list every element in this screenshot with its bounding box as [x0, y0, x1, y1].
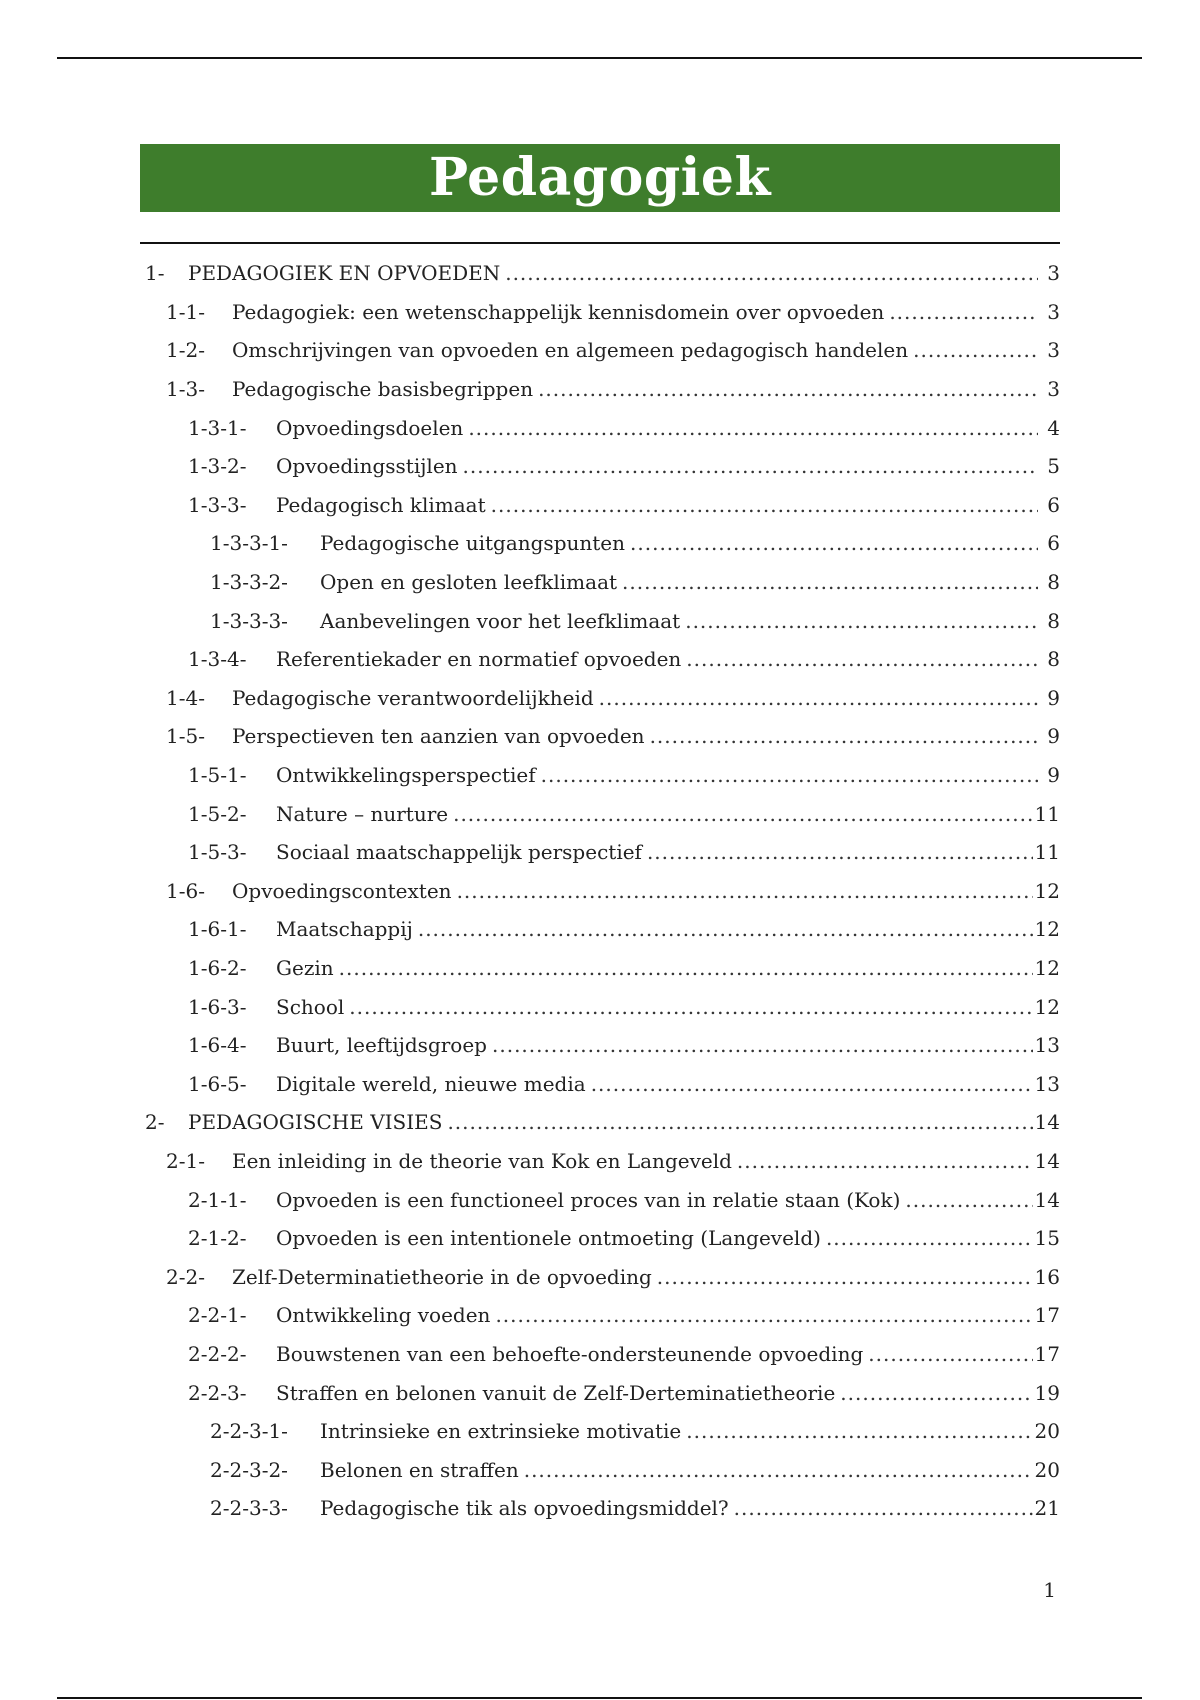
- toc-entry-title: Pedagogische verantwoordelijkheid: [232, 685, 594, 710]
- toc-entry[interactable]: [140, 408, 1060, 447]
- toc-entry[interactable]: [140, 1219, 1060, 1258]
- toc-entry-page: 14: [1034, 1110, 1060, 1135]
- toc-dot-leader: [686, 647, 1038, 671]
- toc-entry[interactable]: [140, 1257, 1060, 1296]
- toc-entry-title: Gezin: [276, 955, 334, 980]
- toc-entry-title: Pedagogische tik als opvoedingsmiddel?: [320, 1496, 729, 1521]
- toc-dot-leader: [889, 300, 1038, 324]
- toc-entry-page: 14: [1034, 1187, 1060, 1212]
- toc-entry-title: PEDAGOGISCHE VISIES: [188, 1110, 443, 1135]
- toc-entry[interactable]: [140, 293, 1060, 332]
- toc-dot-leader: [463, 454, 1038, 478]
- toc-entry-title: Pedagogische uitgangspunten: [320, 531, 626, 556]
- toc-entry-page: 12: [1034, 917, 1060, 942]
- toc-entry-page: 12: [1034, 878, 1060, 903]
- toc-entry[interactable]: [140, 563, 1060, 602]
- toc-entry-page: 6: [1047, 492, 1060, 517]
- toc-dot-leader: [647, 840, 1033, 864]
- toc-dot-leader: [453, 802, 1032, 826]
- toc-entry[interactable]: [140, 1412, 1060, 1451]
- toc-entry-page: 11: [1034, 840, 1060, 865]
- toc-entry-page: 12: [1034, 955, 1060, 980]
- toc-entry-title: Pedagogische basisbegrippen: [232, 377, 534, 402]
- toc-dot-leader: [630, 531, 1038, 555]
- toc-entry-number: 1-3-2-: [188, 454, 247, 479]
- toc-entry[interactable]: [140, 1142, 1060, 1181]
- toc-entry-page: 9: [1047, 763, 1060, 788]
- toc-entry-number: 1-3-: [166, 377, 205, 402]
- toc-entry[interactable]: [140, 756, 1060, 795]
- toc-entry-title: Sociaal maatschappelijk perspectief: [276, 840, 642, 865]
- toc-entry-number: 1-3-4-: [188, 647, 247, 672]
- toc-entry-page: 3: [1047, 261, 1060, 286]
- toc-entry-page: 8: [1047, 647, 1060, 672]
- toc-entry[interactable]: [140, 370, 1060, 409]
- toc-entry-title: Belonen en straffen: [320, 1457, 519, 1482]
- toc-entry-number: 1-4-: [166, 685, 205, 710]
- page-bottom-rule: [57, 1697, 1142, 1699]
- toc-entry[interactable]: [140, 1026, 1060, 1065]
- toc-dot-leader: [622, 570, 1038, 594]
- toc-entry-page: 20: [1034, 1457, 1060, 1482]
- toc-entry-title: PEDAGOGIEK EN OPVOEDEN: [188, 261, 501, 286]
- toc-dot-leader: [599, 686, 1038, 710]
- toc-entry[interactable]: [140, 1296, 1060, 1335]
- toc-entry-page: 9: [1047, 685, 1060, 710]
- toc-entry-number: 1-5-3-: [188, 840, 247, 865]
- toc-dot-leader: [868, 1342, 1032, 1366]
- toc-entry-title: Pedagogisch klimaat: [276, 492, 486, 517]
- table-of-contents: [140, 254, 1060, 1528]
- toc-entry[interactable]: [140, 1450, 1060, 1489]
- toc-dot-leader: [650, 724, 1038, 748]
- toc-dot-leader: [457, 879, 1033, 903]
- page-top-rule: [57, 57, 1142, 59]
- toc-entry-page: 14: [1034, 1148, 1060, 1173]
- toc-entry-title: Ontwikkeling voeden: [276, 1303, 491, 1328]
- toc-entry[interactable]: [140, 1373, 1060, 1412]
- toc-entry-title: Opvoedingsdoelen: [276, 415, 464, 440]
- toc-entry-title: Zelf-Determinatietheorie in de opvoeding: [232, 1264, 652, 1289]
- toc-dot-leader: [447, 1110, 1032, 1134]
- toc-entry[interactable]: [140, 872, 1060, 911]
- toc-entry-page: 6: [1047, 531, 1060, 556]
- toc-entry-page: 3: [1047, 377, 1060, 402]
- toc-entry-title: Opvoeden is een intentionele ontmoeting (Langeveld): [276, 1226, 821, 1251]
- toc-entry-page: 3: [1047, 338, 1060, 363]
- toc-entry-title: Omschrijvingen van opvoeden en algemeen pedagogisch handelen: [232, 338, 909, 363]
- toc-entry-page: 12: [1034, 994, 1060, 1019]
- toc-dot-leader: [685, 609, 1038, 633]
- toc-entry-page: 16: [1034, 1264, 1060, 1289]
- toc-entry-title: Maatschappij: [276, 917, 413, 942]
- toc-dot-leader: [492, 1033, 1033, 1057]
- document-title: Pedagogiek: [428, 147, 772, 208]
- page-number: 1: [1043, 1578, 1056, 1602]
- toc-entry[interactable]: [140, 949, 1060, 988]
- toc-entry-number: 1-6-4-: [188, 1033, 247, 1058]
- toc-entry-number: 1-3-3-: [188, 492, 247, 517]
- toc-entry-title: Straffen en belonen vanuit de Zelf-Derteminatietheorie: [276, 1380, 836, 1405]
- toc-entry-number: 1-5-: [166, 724, 205, 749]
- toc-entry-number: 1-6-3-: [188, 994, 247, 1019]
- toc-entry-number: 1-3-3-2-: [210, 570, 288, 595]
- toc-entry[interactable]: [140, 1064, 1060, 1103]
- toc-entry-title: Ontwikkelingsperspectief: [276, 763, 536, 788]
- toc-dot-leader: [905, 1188, 1032, 1212]
- toc-entry-number: 1-3-1-: [188, 415, 247, 440]
- toc-dot-leader: [468, 416, 1038, 440]
- toc-entry-title: Perspectieven ten aanzien van opvoeden: [232, 724, 645, 749]
- toc-entry[interactable]: [140, 331, 1060, 370]
- toc-entry-number: 1-6-2-: [188, 955, 247, 980]
- toc-dot-leader: [657, 1265, 1033, 1289]
- toc-dot-leader: [734, 1496, 1033, 1520]
- toc-entry[interactable]: [140, 1489, 1060, 1528]
- toc-entry-number: 1-6-5-: [188, 1071, 247, 1096]
- toc-entry-title: Pedagogiek: een wetenschappelijk kennisdomein over opvoeden: [232, 299, 885, 324]
- toc-dot-leader: [538, 377, 1038, 401]
- toc-entry[interactable]: [140, 679, 1060, 718]
- toc-dot-leader: [491, 493, 1038, 517]
- toc-dot-leader: [591, 1072, 1033, 1096]
- toc-entry-title: Referentiekader en normatief opvoeden: [276, 647, 682, 672]
- toc-entry[interactable]: [140, 717, 1060, 756]
- toc-entry[interactable]: [140, 794, 1060, 833]
- toc-entry-title: Digitale wereld, nieuwe media: [276, 1071, 586, 1096]
- toc-entry-number: 2-1-1-: [188, 1187, 247, 1212]
- toc-entry-number: 2-1-: [166, 1148, 205, 1173]
- toc-entry-page: 11: [1034, 801, 1060, 826]
- toc-entry-title: Open en gesloten leefklimaat: [320, 570, 618, 595]
- toc-entry-page: 5: [1047, 454, 1060, 479]
- toc-entry[interactable]: [140, 987, 1060, 1026]
- toc-entry-title: Bouwstenen van een behoefte-ondersteunende opvoeding: [276, 1341, 864, 1366]
- toc-entry-number: 1-3-3-1-: [210, 531, 288, 556]
- toc-entry-page: 20: [1034, 1419, 1060, 1444]
- toc-entry[interactable]: [140, 833, 1060, 872]
- toc-entry-title: Intrinsieke en extrinsieke motivatie: [320, 1419, 682, 1444]
- toc-entry[interactable]: [140, 486, 1060, 525]
- toc-entry[interactable]: [140, 910, 1060, 949]
- toc-entry-title: Opvoeden is een functioneel proces van in relatie staan (Kok): [276, 1187, 901, 1212]
- toc-entry-number: 2-2-2-: [188, 1341, 247, 1366]
- toc-entry-page: 17: [1034, 1341, 1060, 1366]
- toc-dot-leader: [686, 1419, 1032, 1443]
- toc-entry-title: School: [276, 994, 345, 1019]
- title-banner: [140, 144, 1060, 212]
- toc-entry-page: 8: [1047, 608, 1060, 633]
- toc-entry[interactable]: [140, 254, 1060, 293]
- toc-entry[interactable]: [140, 1335, 1060, 1374]
- toc-dot-leader: [541, 763, 1038, 787]
- toc-entry-title: Opvoedingscontexten: [232, 878, 452, 903]
- toc-entry-title: Aanbevelingen voor het leefklimaat: [320, 608, 681, 633]
- toc-entry-number: 1-5-1-: [188, 763, 247, 788]
- toc-entry-number: 1-: [145, 261, 165, 286]
- toc-entry-number: 1-3-3-3-: [210, 608, 288, 633]
- toc-entry-title: Buurt, leeftijdsgroep: [276, 1033, 487, 1058]
- toc-entry-number: 1-1-: [166, 299, 205, 324]
- toc-entry-page: 8: [1047, 570, 1060, 595]
- toc-entry-page: 9: [1047, 724, 1060, 749]
- title-underline: [140, 242, 1060, 244]
- toc-dot-leader: [495, 1303, 1032, 1327]
- toc-dot-leader: [524, 1458, 1033, 1482]
- toc-entry-page: 21: [1034, 1496, 1060, 1521]
- toc-entry[interactable]: [140, 640, 1060, 679]
- toc-entry[interactable]: [140, 601, 1060, 640]
- toc-entry-number: 2-1-2-: [188, 1226, 247, 1251]
- toc-entry-number: 1-6-: [166, 878, 205, 903]
- toc-entry-page: 4: [1047, 415, 1060, 440]
- toc-entry[interactable]: [140, 1103, 1060, 1142]
- toc-entry-number: 1-2-: [166, 338, 205, 363]
- toc-entry-number: 2-2-3-: [188, 1380, 247, 1405]
- toc-entry[interactable]: [140, 524, 1060, 563]
- toc-entry[interactable]: [140, 447, 1060, 486]
- toc-entry-title: Een inleiding in de theorie van Kok en Langeveld: [232, 1148, 732, 1173]
- toc-entry-number: 2-2-3-1-: [210, 1419, 288, 1444]
- toc-entry-number: 2-: [145, 1110, 165, 1135]
- toc-dot-leader: [505, 261, 1038, 285]
- toc-dot-leader: [826, 1226, 1033, 1250]
- toc-entry-page: 15: [1034, 1226, 1060, 1251]
- toc-entry-title: Nature – nurture: [276, 801, 449, 826]
- toc-entry-number: 2-2-3-2-: [210, 1457, 288, 1482]
- toc-entry-page: 17: [1034, 1303, 1060, 1328]
- toc-dot-leader: [339, 956, 1033, 980]
- toc-dot-leader: [840, 1381, 1032, 1405]
- toc-entry[interactable]: [140, 1180, 1060, 1219]
- toc-entry-title: Opvoedingsstijlen: [276, 454, 458, 479]
- toc-dot-leader: [913, 338, 1038, 362]
- toc-dot-leader: [737, 1149, 1033, 1173]
- toc-entry-page: 13: [1034, 1033, 1060, 1058]
- toc-dot-leader: [418, 917, 1033, 941]
- toc-entry-number: 2-2-3-3-: [210, 1496, 288, 1521]
- toc-entry-number: 2-2-: [166, 1264, 205, 1289]
- toc-entry-number: 2-2-1-: [188, 1303, 247, 1328]
- toc-entry-page: 3: [1047, 299, 1060, 324]
- toc-entry-number: 1-5-2-: [188, 801, 247, 826]
- toc-entry-page: 13: [1034, 1071, 1060, 1096]
- toc-dot-leader: [349, 995, 1032, 1019]
- toc-entry-number: 1-6-1-: [188, 917, 247, 942]
- toc-entry-page: 19: [1034, 1380, 1060, 1405]
